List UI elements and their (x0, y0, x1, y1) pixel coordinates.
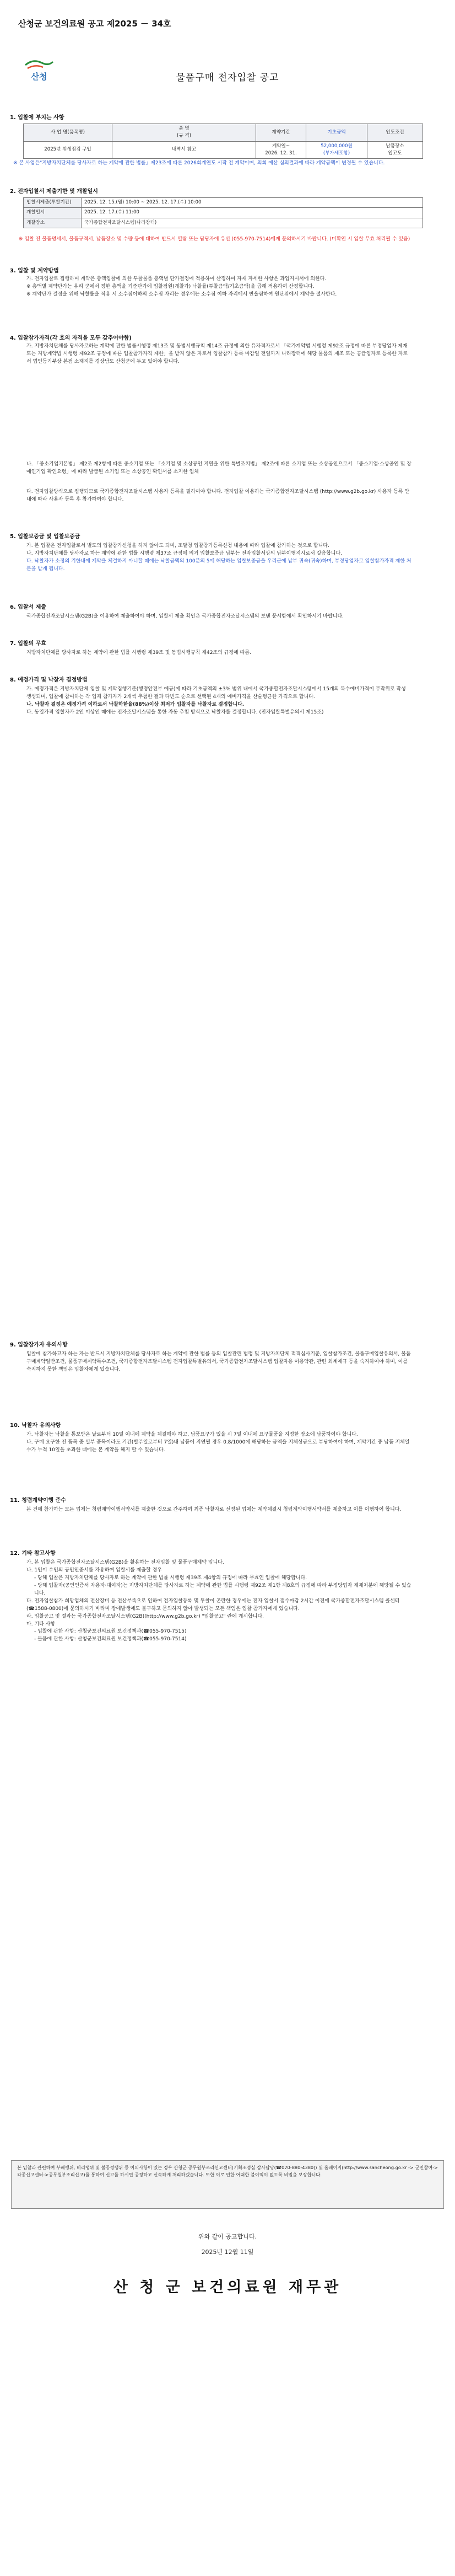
table-header: 인도조건 (367, 124, 423, 142)
paragraph: 가. 본 입찰은 전자입찰로서 별도의 입찰참가신청을 하지 않아도 되며, 조달청 입찰참가등록신청 내용에 따라 입찰에 참가하는 것으로 합니다. (26, 543, 329, 549)
paragraph: - 입찰에 관한 사항: 산청군보건의료원 보건정책과(☎055-970-7515) (34, 1629, 187, 1635)
closing-date: 2025년 12월 11일 (201, 2248, 254, 2256)
bid-items-table (23, 124, 423, 159)
section-11-heading: 11. 청렴계약이행 준수 (10, 1498, 66, 1504)
paragraph: 가. 낙찰자는 낙찰을 통보받은 날로부터 10일 이내에 계약을 체결해야 하고, 납품요구가 있을 시 7일 이내에 요구물품을 지정한 장소에 납품하여야 합니다. (26, 1432, 358, 1437)
schedule-table (23, 197, 423, 228)
section-5-body (26, 543, 412, 573)
section-7-heading: 7. 입찰의 무효 (10, 641, 47, 647)
signature: 산 청 군 보건의료원 재무관 (113, 2279, 342, 2296)
section-9-heading: 9. 입찰참가자 유의사항 (10, 1342, 68, 1348)
paragraph: 나. 1인이 수인의 공인인증서를 자용하여 입찰서를 제출할 경우 (26, 1567, 162, 1573)
section-1-note: ※ 본 사업은"지방자치단체를 당사자로 하는 계약에 관한 법률」제23조에 따른 2026회계연도 시작 전 계약이며, 의회 예산 심의결과에 따라 계약금액이 변경될 수 있습니다. (13, 160, 385, 166)
paragraph: 가. 예정가격은 지방자치단체 입찰 및 계약집행기준(행정안전부 예규)에 따라 기초금액의 ±3% 범위 내에서 국가종합전자조달시스템에서 15개의 복수예비가격이 무작위로 작성 생성되며, 입찰에 참여하는 각 업체 참가자가 2개씩 추첨한 결과 다빈도 순으로 선택된 4개의 예비가격을 산술평균한 가격으로 합니다. (26, 686, 406, 700)
document-title: 물품구매 전자입찰 공고 (176, 72, 279, 83)
section-7-body: 지방자치단체를 당사자로 하는 계약에 관한 법률 시행령 제39조 및 동법시행규칙 제42조의 규정에 따름. (26, 650, 251, 656)
paragraph: 다. 동일가격 입찰자가 2인 이상인 때에는 전자조달시스템을 통한 자동 추첨 방식으로 낙찰자를 결정합니다. (전자입찰특별유의서 제15조) (26, 709, 324, 715)
paragraph: 나. 구매 요구한 전 품목 중 일부 품목이라도 기간(발주일로부터 7일)내 납품이 지연될 경우 0.8/1000에 해당하는 금액을 지체상금으로 부담하여야 하며, 계약기간 중 납품 지체일수가 누적 10일을 초과한 때에는 본 계약을 해지 할 수 있습니다. (26, 1439, 410, 1453)
section-12-body (26, 1559, 412, 1644)
section-3-body (26, 276, 412, 299)
section-2-note: ※ 입찰 전 물품명세서, 물품규격서, 납품장소 및 수량 등에 대하여 반드시 열람 또는 담당자에 유선 (055-970-7514)에게 문의하시기 바랍니다. (미확인 시 입찰 무효 처리될 수 있음) (19, 237, 410, 242)
section-11-body: 본 건에 참가하는 모든 업체는 청렴계약이행서약서를 제출한 것으로 간주하며 최종 낙찰자로 선정된 업체는 계약체결시 청렴계약이행서약서를 제출하고 이를 이행하여 합니다. (26, 1507, 402, 1512)
schedule-value: 2025. 12. 15.(월) 10:00 ~ 2025. 12. 17.(수) 10:00 (82, 198, 423, 208)
schedule-label: 개찰장소 (24, 218, 82, 228)
table-cell: 계약일~ 2026. 12. 31. (256, 141, 306, 159)
closing-line: 위와 같이 공고합니다. (198, 2233, 257, 2240)
section-4-item-ga: 가. 지방자치단체를 당사자로하는 계약에 관한 법률시행령 제13조 및 동법시행규칙 제14조 규정에 의한 유자격자로서 「국가계약법 시행령 제92조 규정에 따른 부정당업자 제재 또는 지방계약법 시행령 제92조 규정에 따른 입찰참가자격 제한」을 받지 않은 자로서 입찰참가 등록 마감일 전일까지 나라장터에 해당 물품의 제조 또는 공급업자로 등록한 자로서 법인등기부상 본점 소재지를 경상남도 산청군에 두고 있어야 합니다. (26, 344, 408, 364)
section-10-heading: 10. 낙찰자 유의사항 (10, 1423, 61, 1429)
section-8-body (26, 686, 412, 717)
paragraph: - 물품에 관한 사항: 산청군보건의료원 보건정책과(☎055-970-7514) (34, 1636, 187, 1643)
paragraph: ※ 총액별 계약단가는 우리 군에서 정한 총액을 기준단가에 입찰점원(개찰가) 낙찰률(투찰금액/기초금액)을 곱해 적용하여 산정합니다. (26, 283, 315, 289)
table-cell: 52,000,000원 (부가세포함) (306, 141, 367, 159)
section-4-item-da: 다. 전자입찰방식으로 집행되므로 국가종합전자조달시스템 사용자 등록을 필하여야 합니다. 전자입찰 이용하는 국가종합전자조달시스템 (http://www.g2b.go.kr) 사용자 등록 안내에 따라 사용자 등록 후 참가하여야 합니다. (26, 489, 410, 502)
section-5-heading: 5. 입찰보증금 및 입찰보증금 (10, 534, 80, 540)
paragraph: 가. 본 입찰은 국가종합전자조달시스템(G2B)을 활용하는 전자입찰 및 물품구매계약 입니다. (26, 1560, 224, 1565)
section-4-item-na: 나. 「중소기업기본법」 제2조 제2항에 따른 중소기업 또는 「소기업 및 소상공인 지원을 위한 특별조치법」 제2조에 따른 소기업 또는 소상공인으로서 「중소기업·소상공인 및 장애인기업 확인요령」에 따라 발급된 소기업 또는 소상공인 확인서를 소지한 업체 (26, 461, 411, 475)
section-6-body: 국가종합전자조달시스템(G2B)을 이용하여 제출하여야 하며, 입찰서 제출 확인은 국가종합전자조달시스템의 보낸 문서함에서 확인하시기 바랍니다. (26, 614, 344, 619)
section-12-heading: 12. 기타 참고사항 (10, 1550, 56, 1557)
table-header: 사 업 명(품목명) (24, 124, 112, 142)
section-4-heading: 4. 입찰참가자격(각 호의 자격을 모두 갖추어야함) (10, 335, 132, 341)
section-6-heading: 6. 입찰서 제출 (10, 604, 47, 610)
section-2-heading: 2. 전자입찰서 제출기한 및 개찰일시 (10, 189, 98, 195)
paragraph: 다. 낙찰자가 소정의 기한내에 계약을 체결하지 아니할 때에는 낙찰금액의 100분의 5에 해당하는 입찰보증금을 우리군에 납부 귀속(귀속)하며, 부정당업자로 입찰참가자격 제한 처분을 받게 됩니다. (26, 558, 411, 572)
paragraph: 마. 기타 사항 (26, 1621, 56, 1627)
section-9-body: 입찰에 참가하고자 하는 자는 반드시 지방자치단체를 당사자로 하는 계약에 관한 법률 등의 입찰관련 법령 및 지방자치단체 적격심사기준, 입찰참가조건, 물품구매입찰유의서, 물품구매계약일반조건, 물품구매계약특수조건, 국가종합전자조달시스템 전자입찰특별유의서, 국가종합전자조달시스템 입찰자용 이용약관, 관련 회계예규 등을 숙지하여야 하며, 이를 숙지하지 못한 책임은 입찰자에게 있습니다. (26, 1351, 411, 1372)
section-3-heading: 3. 입찰 및 계약방법 (10, 268, 59, 274)
table-cell: 내역서 참고 (112, 141, 256, 159)
paragraph: - 당해 입찰자(공인인증서 자용자·대여자)는 지방자치단체를 당사자로 하는 계약에 관한 법률 시행령 제92조 제1항 제8호의 규정에 따라 부정당업자 제재처분에 해당될 수 있습니다. (34, 1582, 411, 1596)
table-cell: 납품장소 입고도 (367, 141, 423, 159)
header-title: 산청군 보건의료원 공고 제2025 － 34호 (18, 19, 171, 29)
table-header: 품 명 (규 격) (112, 124, 256, 142)
anti-corruption-notice: 본 입찰과 관련하여 부패행위, 비리행위 및 불공정행위 등 이의사항이 있는 경우 산청군 공무원부조리신고센터(기획조정실 감사담당(☎070-880-4380)) 및 홈페이지(http://www.sancheong.go.kr -> 군민참여->각종신고센터->공무원부조리신고)를 통하여 신고를 하시면 공정하고 신속하게 처리하겠습니다. 또한 이로 인한 어떠한 불이익이 없도록 비밀을 보장합니다. (11, 2160, 444, 2209)
paragraph: - 당해 입찰은 지방자치단체를 당사자로 하는 계약에 관한 법률 시행령 제39조 제4항의 규정에 따라 무효인 입찰에 해당합니다. (34, 1575, 307, 1581)
table-cell: 2025년 위생점검 구입 (24, 141, 112, 159)
schedule-label: 입찰서제출(투찰기간) (24, 198, 82, 208)
paragraph: 나. 지방자치단체를 당사자로 하는 계약에 관한 법률 시행령 제37조 규정에 의거 입찰보증금 납부는 전자입찰서상의 납부이행지시로서 갈음합니다. (26, 550, 343, 556)
logo-text: 산청 (31, 72, 47, 82)
section-1-heading: 1. 입찰에 부치는 사항 (10, 115, 64, 121)
paragraph: ※ 계약단가 결정을 위해 낙찰률을 적용 시 소수점이하의 소수점 자리는 경우에는 소수점 이하 자리에서 반올림하여 원단위에서 계약을 절사한다. (26, 291, 337, 297)
section-10-body (26, 1431, 412, 1455)
paragraph: 가. 전자입찰로 집행하며 계약은 총액입찰에 의한 투찰물품 총액별 단가결정에 적용하여 산정하며 자재 자세한 사항은 과업지시서에 의한다. (26, 276, 327, 282)
table-header: 계약기간 (256, 124, 306, 142)
schedule-value: 국가종합전자조달시스템(나라장터) (82, 218, 423, 228)
paragraph: 나. 낙찰자 결정은 예정가격 이하로서 낙찰하한율(88%)이상 최저가 입찰자를 낙찰자로 결정합니다. (26, 701, 245, 707)
schedule-value: 2025. 12. 17.(수) 11:00 (82, 208, 423, 218)
table-header: 기초금액 (306, 124, 367, 142)
paragraph: 다. 전자입찰참가 희망업체의 전산장비 등 전산부족으로 인하여 전자입찰등록 및 투찰이 곤란한 경우에는 전자 입찰서 접수마감 2시간 이전에 국가종합전자조달시스템 콜센터(☎1588-0800)에 문의하시기 바라며 장애발생에도 불구하고 문의하지 않아 발생되는 모든 책임은 입찰 참가자에게 있습니다. (26, 1598, 400, 1612)
schedule-label: 개찰일시 (24, 208, 82, 218)
section-8-heading: 8. 예정가격 및 낙찰자 결정방법 (10, 677, 88, 683)
paragraph: 라. 입찰공고 및 결과는 국가종합전자조달시스템(G2B)(http://www.g2b.go.kr) "입찰공고" 란에 게시합니다. (26, 1613, 264, 1619)
